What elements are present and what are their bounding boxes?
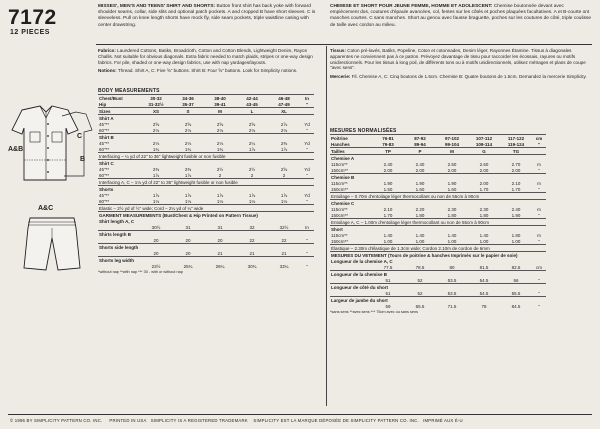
table-cell: 2.30 bbox=[447, 206, 457, 212]
table-cell: 1.50 bbox=[383, 186, 393, 192]
table-cell: 79-83 bbox=[382, 141, 394, 147]
table-cell: " bbox=[537, 141, 541, 147]
note-cell: Interfacing – ¼ yd of 22" to 36" lightweight fusible or non fusible bbox=[98, 153, 314, 160]
table-cell: 1.00 bbox=[447, 238, 457, 244]
table-cell: 1.90 bbox=[511, 212, 521, 218]
table-cell: 117-122 bbox=[500, 135, 532, 142]
section-label-cell: Shorts side length bbox=[98, 244, 314, 251]
table-cell: " bbox=[306, 237, 308, 243]
garment-sketches bbox=[2, 100, 94, 300]
table-cell: 1.80 bbox=[447, 212, 457, 218]
table-cell: 45"** bbox=[99, 140, 110, 146]
table-cell: TP bbox=[372, 148, 404, 155]
table-cell: 109-114 bbox=[475, 141, 493, 147]
french-footnote: *sans sens **avec sens *** 75cm avec ou sans sens bbox=[330, 310, 419, 314]
table-cell: cm bbox=[532, 135, 546, 142]
table-cell: 1⅞ bbox=[248, 192, 256, 198]
table-cell: " bbox=[306, 263, 308, 269]
section-label-cell: Shirt B bbox=[98, 134, 314, 141]
table-cell: 2.70 bbox=[511, 161, 521, 167]
table-cell: " bbox=[306, 127, 308, 133]
table-cell: 87-92 bbox=[404, 135, 436, 142]
table-cell: 1.40 bbox=[383, 232, 393, 238]
table-cell: 2.40 bbox=[383, 161, 393, 167]
table-cell: 2⅛ bbox=[152, 140, 160, 146]
table-cell: 33¼ bbox=[279, 263, 289, 269]
table-cell: Hanches bbox=[331, 141, 350, 147]
english-footnote: *without nap **with nap *** 30 - with or without nap bbox=[98, 270, 183, 274]
table-cell: 2⅞ bbox=[280, 121, 288, 127]
table-cell: " bbox=[538, 167, 540, 173]
table-cell: 1.40 bbox=[447, 232, 457, 238]
table-cell: 1.00 bbox=[479, 238, 489, 244]
table-cell: TG bbox=[500, 148, 532, 155]
table-cell: 2.10 bbox=[511, 180, 521, 186]
table-cell: 2 bbox=[218, 172, 222, 178]
table-cell: In bbox=[300, 95, 314, 102]
table-cell: 78.5 bbox=[415, 264, 425, 270]
section-label-cell: Short bbox=[330, 226, 546, 233]
table-cell: 1.00 bbox=[383, 238, 393, 244]
table-cell: Tailles bbox=[330, 148, 372, 155]
table-cell: 22 bbox=[281, 237, 287, 243]
table-cell: 107-112 bbox=[468, 135, 500, 142]
table-cell: 31-32½ bbox=[148, 101, 164, 107]
table-cell: 2⅛ bbox=[280, 127, 288, 133]
table-cell: 115cm** bbox=[331, 161, 348, 167]
table-cell: 54.5 bbox=[479, 290, 489, 296]
title-en: MISSES', MEN'S AND TEENS' SHIRT AND SHORTS: bbox=[98, 4, 216, 9]
copyright: © 1996 BY SIMPLICITY PATTERN CO. INC. bbox=[10, 418, 103, 423]
french-yardage-table bbox=[330, 128, 592, 314]
table-cell: 22 bbox=[249, 237, 255, 243]
header bbox=[0, 0, 600, 36]
table-cell: 81.5 bbox=[479, 264, 489, 270]
section-label-cell: Chemise C bbox=[330, 200, 546, 207]
table-note bbox=[330, 245, 546, 252]
table-cell: 53.5 bbox=[447, 290, 457, 296]
table-cell: 2⅜ bbox=[280, 140, 288, 146]
table-cell: 1⅞ bbox=[152, 192, 160, 198]
table-cell: 60"** bbox=[99, 127, 110, 133]
table-note bbox=[330, 219, 546, 226]
pieces-count: 12 PIECES bbox=[10, 29, 50, 36]
table-cell: 2⅜ bbox=[184, 166, 192, 172]
table-cell: m bbox=[537, 232, 541, 238]
table-cell: 99-104 bbox=[444, 141, 459, 147]
table-cell: " bbox=[306, 250, 308, 256]
table-cell: 21 bbox=[281, 250, 287, 256]
table-cell bbox=[98, 263, 140, 269]
table-cell: 2⅛ bbox=[248, 127, 256, 133]
table-cell: 21 bbox=[249, 250, 255, 256]
table-cell: 20 bbox=[153, 250, 159, 256]
desc-fr-text: Chemise boutonnée devant avec empiècement dos, coutures d'épaule avancées, col, fentes sur les côtés et poches plaquées facultatives. A et B-courte ont manches courtes. C sans manches. Short au genou avec fausse braguette, poches sur les coutures de côté, triple coulisse de taille avec cordon au milieu. bbox=[330, 4, 592, 28]
table-cell: 2.40 bbox=[415, 161, 425, 167]
title-fr: CHEMISE ET SHORT POUR JEUNE FEMME, HOMME ET ADOLESCENT: bbox=[330, 4, 493, 9]
table-cell: " bbox=[306, 146, 308, 152]
table-cell: 2⅝ bbox=[152, 121, 160, 127]
section-label-cell: Shorts bbox=[98, 186, 314, 193]
notions-text: Thread. Shirt A, C: Five ⅝" buttons. Shirt B: Four ⅝" buttons. Look for Simplicity notions. bbox=[117, 68, 298, 74]
table-cell: cm bbox=[536, 264, 542, 270]
table-cell: " bbox=[306, 172, 308, 178]
table-cell: 1⅞ bbox=[280, 146, 288, 152]
table-note bbox=[330, 193, 546, 200]
section-label-cell: Shirt length A, C bbox=[99, 218, 135, 224]
french-info bbox=[330, 48, 592, 83]
table-cell: " bbox=[538, 238, 540, 244]
table-cell: 43-45 bbox=[246, 101, 258, 107]
tissus-label: Tissus: bbox=[330, 48, 346, 53]
description-fr bbox=[330, 4, 593, 29]
table-cell: 1.40 bbox=[479, 232, 489, 238]
table-cell: 1.80 bbox=[511, 232, 521, 238]
trademark: SIMPLICITY IS A REGISTERED TRADEMARK bbox=[150, 418, 248, 423]
note-cell: MESURES DU VETEMENT (Tours de poitrine & hanches Imprimés sur le papier de soie) bbox=[330, 252, 546, 259]
table-cell: 115cm** bbox=[331, 206, 348, 212]
table-cell: 1.70 bbox=[383, 212, 393, 218]
table-cell: 28¼ bbox=[215, 263, 225, 269]
table-row bbox=[98, 108, 314, 115]
table-cell: 1.90 bbox=[383, 180, 393, 186]
table-cell: " bbox=[538, 277, 540, 283]
table-cell: 150cm** bbox=[331, 167, 349, 173]
table-cell: 46-48 bbox=[268, 95, 300, 102]
table-cell: Yd bbox=[304, 192, 310, 198]
table-cell: " bbox=[538, 290, 540, 296]
table-cell bbox=[300, 108, 314, 115]
table-cell: 1.80 bbox=[415, 212, 425, 218]
section-label-cell: Longueur de la chemise A, C bbox=[331, 258, 393, 264]
section-label-cell: Longueur de côté du short bbox=[330, 284, 546, 291]
table-cell: Hip bbox=[99, 101, 107, 107]
mesures-title: MESURES NORMALISÉES bbox=[330, 128, 397, 134]
table-cell: 30½ bbox=[151, 224, 161, 230]
note-cell: Entoilage A, C – 1.00m d'entoilage léger thermocollant ou non de 55cm à 90cm bbox=[330, 219, 546, 226]
table-cell: 45"** bbox=[99, 166, 110, 172]
table-cell: 2 bbox=[282, 172, 286, 178]
table-cell: S bbox=[172, 108, 204, 115]
table-cell: 2½ bbox=[248, 166, 256, 172]
table-cell: Chest/Bust bbox=[98, 95, 140, 102]
table-cell: 119-124 bbox=[507, 141, 525, 147]
table-cell: XL bbox=[268, 108, 300, 115]
fr-trademark: SIMPLICITY EST LA MARQUE DÉPOSÉE DE SIMPLICITY PATTERN CO. INC. bbox=[253, 418, 419, 423]
table-cell: 1⅛ bbox=[248, 198, 256, 204]
table-cell: 42-44 bbox=[236, 95, 268, 102]
table-cell: 1¾ bbox=[216, 146, 224, 152]
table-cell: 2.00 bbox=[415, 167, 425, 173]
table-cell: P bbox=[404, 148, 436, 155]
table-cell: 89-94 bbox=[414, 141, 426, 147]
table-cell: 31 bbox=[185, 224, 191, 230]
table-cell: 60"** bbox=[99, 172, 110, 178]
table-row bbox=[330, 303, 546, 309]
shorts-sketch bbox=[24, 218, 80, 270]
table-cell: 39-41 bbox=[214, 101, 226, 107]
table-cell: 23½ bbox=[151, 263, 161, 269]
table-cell: m bbox=[537, 161, 541, 167]
table-cell: 150cm** bbox=[331, 212, 349, 218]
table-cell: 2⅜ bbox=[152, 166, 160, 172]
table-cell: 1.00 bbox=[511, 238, 521, 244]
table-cell: " bbox=[306, 198, 308, 204]
label-ac: A&C bbox=[38, 205, 54, 212]
table-cell: 55.5 bbox=[511, 290, 521, 296]
table-cell: 115cm** bbox=[331, 232, 348, 238]
table-cell: 2⅝ bbox=[184, 121, 192, 127]
table-note bbox=[98, 179, 314, 186]
table-cell: 60"** bbox=[99, 198, 110, 204]
table-cell: 1⅛ bbox=[184, 198, 192, 204]
table-cell: 2.10 bbox=[383, 206, 393, 212]
divider-top bbox=[96, 44, 592, 45]
table-cell: 1.00 bbox=[415, 238, 425, 244]
table-cell: 2⅛ bbox=[152, 127, 160, 133]
table-cell: Yd bbox=[304, 140, 310, 146]
table-cell: 45"** bbox=[99, 121, 110, 127]
table-cell: 25¾ bbox=[183, 263, 193, 269]
table-cell: In bbox=[305, 224, 309, 230]
imprime: IMPRIMÉ AUX É-U bbox=[423, 418, 463, 423]
table-cell: 84.5 bbox=[511, 303, 521, 309]
table-cell: 20 bbox=[217, 237, 223, 243]
footer bbox=[10, 418, 590, 423]
table-cell: 20 bbox=[185, 237, 191, 243]
table-cell: 1⅞ bbox=[152, 172, 160, 178]
table-cell: 2.00 bbox=[447, 167, 457, 173]
label-b: B bbox=[80, 156, 86, 163]
table-cell: 56 bbox=[513, 277, 519, 283]
section-label-cell: Shorts leg width bbox=[98, 257, 314, 264]
table-cell: " bbox=[538, 186, 540, 192]
table-cell: 65.5 bbox=[415, 303, 425, 309]
table-cell: 2.40 bbox=[511, 206, 521, 212]
table-note bbox=[330, 252, 546, 259]
table-cell: XS bbox=[140, 108, 172, 115]
fabrics-text: Laundered Cottons, Batiks, Broadcloth, Cotton and Cotton Blends, Lightweight Denim, Rayon Challis. Not suitable for obvious diagonals. Extra fabric needed to match plaids, stripes or one-way design fabrics. For pile, shaded or one-way design fabrics, use with nap yardages/layouts. bbox=[98, 48, 313, 65]
table-cell: G bbox=[468, 148, 500, 155]
section-label-cell: Shirt C bbox=[98, 160, 314, 167]
table-cell: 38-40 bbox=[204, 95, 236, 102]
table-cell: 30-32 bbox=[140, 95, 172, 102]
pattern-number: 7172 bbox=[8, 6, 57, 29]
table-cell: 2.00 bbox=[511, 167, 521, 173]
table-cell: 97-102 bbox=[436, 135, 468, 142]
table-cell: 35-37 bbox=[182, 101, 194, 107]
divider-center bbox=[326, 46, 327, 406]
tissus-text: Coton pré-lavés, Batiks, Popeline, Coton et cotonnades, Denim léger, Rayonnes Étamine. Tissus à diagonales apparentes ne conviennent pas à ce patron. Prévoyez davantage de tissu pour raccorder les écossais, rayures ou motifs unidirectionnels. Pour les tissus à long poil, de différents tons ou à motifs unidirectionnels, utilisez métrages et plans de coupe "avec sens". bbox=[330, 48, 586, 71]
table-cell: " bbox=[538, 212, 540, 218]
table-cell: 1.60 bbox=[447, 186, 457, 192]
table-cell: 78 bbox=[481, 303, 487, 309]
table-cell: Sizes bbox=[98, 108, 140, 115]
description-en bbox=[98, 4, 322, 29]
table-cell: Yd bbox=[304, 166, 310, 172]
table-cell: 52 bbox=[417, 290, 423, 296]
section-label-cell: Longueur de la chemise B bbox=[330, 271, 546, 278]
table-row bbox=[98, 263, 314, 269]
section-label-cell: Chemise A bbox=[330, 155, 546, 162]
table-cell: M bbox=[204, 108, 236, 115]
table-cell: 1.90 bbox=[447, 180, 457, 186]
table-cell: 1⅛ bbox=[216, 198, 224, 204]
table-cell: 45"** bbox=[99, 192, 110, 198]
table-cell: 54.5 bbox=[479, 277, 489, 283]
table-cell: 2⅝ bbox=[248, 121, 256, 127]
note-cell: Elastic – 2½ yd of ½" wide; Cord – 2¼ yd of ¼" wide bbox=[98, 205, 314, 212]
table-cell: 1⅛ bbox=[152, 198, 160, 204]
table-cell: 1.70 bbox=[511, 186, 521, 192]
table-cell: 21 bbox=[217, 250, 223, 256]
label-ab: A&B bbox=[8, 146, 24, 153]
table-cell: m bbox=[537, 206, 541, 212]
table-cell: 2.50 bbox=[447, 161, 457, 167]
table-cell: 82.5 bbox=[511, 264, 521, 270]
table-cell: 2.20 bbox=[415, 206, 425, 212]
note-cell: Entoilage – 0.70m d'entoilage léger thermocollant ou non de 55cm à 90cm bbox=[330, 193, 546, 200]
table-cell: 1⅞ bbox=[184, 192, 192, 198]
table-cell: 1.70 bbox=[479, 186, 489, 192]
table-cell: Poitrine bbox=[330, 135, 372, 142]
note-cell: Interfacing A, C – 1⅛ yd of 22" to 36" lightweight fusible or non fusible bbox=[98, 179, 314, 186]
table-cell bbox=[330, 303, 372, 309]
table-cell: 47-49 bbox=[278, 101, 290, 107]
table-cell: 30¾ bbox=[247, 263, 257, 269]
notions-label: Notions: bbox=[98, 68, 117, 74]
table-cell: 2 bbox=[250, 172, 254, 178]
table-cell: 32½ bbox=[279, 224, 289, 230]
table-cell: 31 bbox=[217, 224, 223, 230]
table-note bbox=[98, 153, 314, 160]
desc-en-text: Button front shirt has back yoke with forward shoulder seams, collar, side slits and optional patch pockets. A and cropped B have short sleeves. C is sleeveless. Pull on knee length shorts have mock fly, side seam pockets, triple waistline casing with center drawstring. bbox=[98, 4, 316, 28]
table-cell: 2⅛ bbox=[216, 127, 224, 133]
table-cell: 150cm** bbox=[331, 186, 349, 192]
table-row bbox=[330, 148, 546, 155]
table-cell: 1¾ bbox=[152, 146, 160, 152]
table-cell: " bbox=[305, 101, 309, 107]
table-cell: " bbox=[538, 303, 540, 309]
note-cell: Élastique – 2.30m d'élastique de 1.3cm wide; Cordon 2.10m de cordon de 6mm bbox=[330, 245, 546, 252]
table-cell bbox=[532, 148, 546, 155]
english-table bbox=[98, 94, 314, 269]
table-cell: 1⅞ bbox=[216, 192, 224, 198]
table-cell: L bbox=[236, 108, 268, 115]
english-info bbox=[98, 48, 322, 77]
section-label-cell: Chemise B bbox=[330, 174, 546, 181]
mercerie-text: Fil. Chemise A, C: Cinq boutons de 1.5cm. Chemise B: Quatre boutons de 1.5cm. Demandez la mercerie Simplicity. bbox=[351, 74, 587, 80]
table-cell: 51 bbox=[385, 277, 391, 283]
label-c: C bbox=[77, 133, 83, 140]
table-cell: 59 bbox=[385, 303, 391, 309]
shirt-front-sketch bbox=[12, 106, 78, 180]
table-cell: 53.5 bbox=[447, 277, 457, 283]
french-table bbox=[330, 134, 546, 309]
table-cell: 1¾ bbox=[184, 146, 192, 152]
table-cell: 2⅛ bbox=[184, 140, 192, 146]
table-cell: 2⅝ bbox=[216, 121, 224, 127]
table-cell: 2.60 bbox=[479, 161, 489, 167]
note-cell: GARMENT MEASUREMENTS (Bust/Chest & Hip Printed on Pattern Tissue) bbox=[98, 212, 314, 219]
table-cell: 71.5 bbox=[447, 303, 457, 309]
fabrics-label: Fabrics: bbox=[98, 48, 116, 53]
table-cell: 115cm** bbox=[331, 180, 348, 186]
table-note bbox=[98, 205, 314, 212]
table-cell: 2.30 bbox=[479, 206, 489, 212]
table-cell: 2¼ bbox=[248, 140, 256, 146]
table-cell: 2⅛ bbox=[216, 140, 224, 146]
table-cell: 76-81 bbox=[372, 135, 404, 142]
english-yardage-table bbox=[98, 88, 322, 274]
table-cell: 1⅛ bbox=[280, 198, 288, 204]
table-cell: 1⅞ bbox=[184, 172, 192, 178]
mercerie-label: Mercerie: bbox=[330, 74, 351, 80]
section-label-cell: Shirt A bbox=[98, 115, 314, 122]
table-cell: 2.00 bbox=[479, 180, 489, 186]
table-cell: 1⅞ bbox=[248, 146, 256, 152]
body-measurements-title: BODY MEASUREMENTS bbox=[98, 88, 160, 94]
table-cell: 1.80 bbox=[479, 212, 489, 218]
table-cell: 32 bbox=[249, 224, 255, 230]
table-cell: 1.60 bbox=[415, 186, 425, 192]
divider-bottom bbox=[8, 414, 592, 415]
table-cell: m bbox=[537, 180, 541, 186]
table-cell: 2.00 bbox=[479, 167, 489, 173]
table-cell: 20 bbox=[185, 250, 191, 256]
table-cell: 34-36 bbox=[172, 95, 204, 102]
table-cell: 2⅝ bbox=[280, 166, 288, 172]
table-cell: 150cm** bbox=[331, 238, 349, 244]
table-cell: 2.00 bbox=[383, 167, 393, 173]
section-label-cell: Largeur de jambe du short bbox=[330, 297, 546, 304]
table-cell: M bbox=[436, 148, 468, 155]
table-cell: Yd bbox=[304, 121, 310, 127]
table-cell: 1⅞ bbox=[280, 192, 288, 198]
table-cell: 20 bbox=[153, 237, 159, 243]
table-cell: 51 bbox=[385, 290, 391, 296]
table-cell: 80 bbox=[449, 264, 455, 270]
section-label-cell: Shirts length B bbox=[98, 231, 314, 238]
table-cell: 1.90 bbox=[415, 180, 425, 186]
table-cell: 52 bbox=[417, 277, 423, 283]
table-cell: 1.40 bbox=[415, 232, 425, 238]
table-cell: 2⅛ bbox=[184, 127, 192, 133]
table-cell: 60"** bbox=[99, 146, 110, 152]
table-cell: 77.5 bbox=[383, 264, 393, 270]
table-cell: 2½ bbox=[216, 166, 224, 172]
printed-in: PRINTED IN USA bbox=[109, 418, 147, 423]
